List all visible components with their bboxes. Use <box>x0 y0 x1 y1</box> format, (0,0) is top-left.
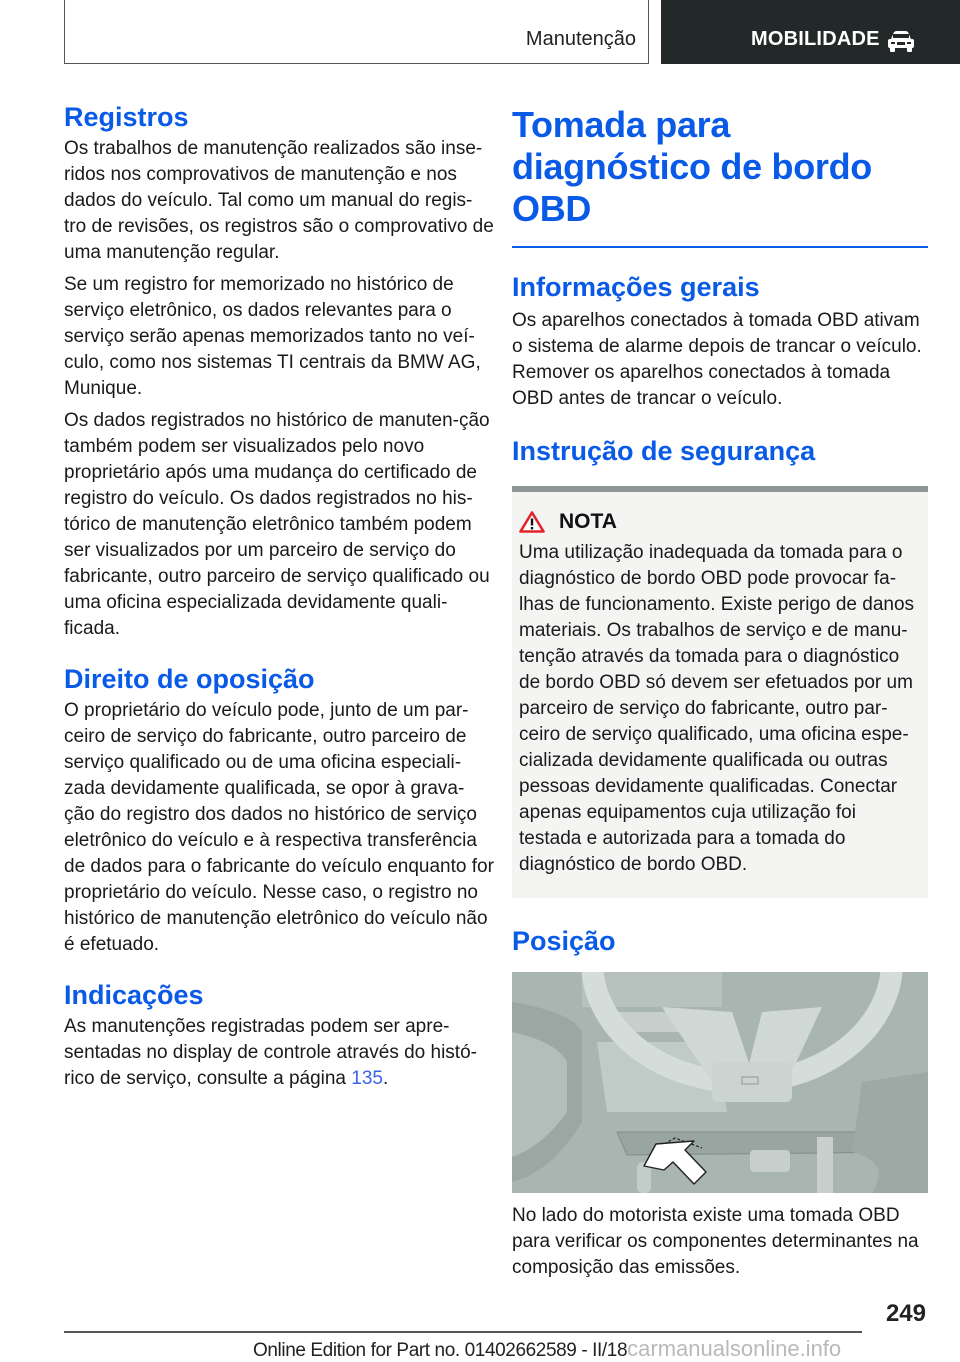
notice-header <box>519 510 922 534</box>
car-icon <box>886 30 916 52</box>
section-title: Manutenção <box>525 28 636 50</box>
watermark: carmanualsonline.info <box>627 1336 842 1361</box>
chapter-title: MOBILIDADE <box>751 28 880 50</box>
paragraph: Os trabalhos de manutenção realizados são inse-ridos nos comprovativos de manutenção e nos dados do veículo. Tal como um manual do regis-tro de revisões, os registros são o comprovativo de uma manutenção regular. <box>64 138 494 263</box>
page-reference-link[interactable]: 135 <box>351 1068 383 1089</box>
footer-edition <box>253 1336 841 1362</box>
section-direito-de-oposicao <box>64 662 494 958</box>
heading-posicao: Posição <box>512 925 616 956</box>
heading-registros: Registros <box>64 102 189 132</box>
heading-informacoes-gerais: Informações gerais <box>512 271 760 302</box>
footwell-illustration <box>512 972 928 1193</box>
warning-triangle-icon <box>519 511 545 533</box>
footer-divider <box>64 1331 862 1333</box>
section-registros <box>64 100 494 642</box>
heading-instrucao-de-seguranca: Instrução de segurança <box>512 435 816 466</box>
header-chapter-tab <box>661 0 960 64</box>
notice-label: NOTA <box>559 509 617 533</box>
section-instrucao-de-seguranca <box>512 434 928 898</box>
section-indicacoes <box>64 978 494 1092</box>
right-column <box>512 100 928 1281</box>
page-number: 249 <box>885 1300 926 1327</box>
edition-text: Online Edition for Part no. 01402662589 - II/18 <box>253 1340 628 1361</box>
paragraph: Se um registro for memorizado no histórico de serviço eletrônico, os dados relevantes para o serviço serão apenas memorizados tanto no veí-culo, como nos sistemas TI centrais da BMW AG, Munique. <box>64 274 481 399</box>
section-posicao <box>512 924 928 1281</box>
heading-indicacoes: Indicações <box>64 980 204 1010</box>
heading-divider <box>512 246 928 248</box>
paragraph <box>64 1014 494 1092</box>
paragraph: O proprietário do veículo pode, junto de um par-ceiro de serviço do fabricante, outro parceiro de serviço qualificado ou de uma oficina especiali-zada devidamente qualificada, se opor à grava-ção do registro dos dados no histórico de serviço eletrônico do veículo e à respectiva transferência de dados para o fabricante do veículo enquanto for proprietário do veículo. Nesse caso, o registro no histórico de manutenção eletrônico do veículo não é efetuado. <box>64 700 494 955</box>
heading-direito-de-oposicao: Direito de oposição <box>64 664 315 694</box>
header-section-tab <box>64 0 649 64</box>
notice-box <box>512 486 928 898</box>
paragraph: Os aparelhos conectados à tomada OBD ativam o sistema de alarme depois de trancar o veículo. Remover os aparelhos conectados à tomada OBD antes de trancar o veículo. <box>512 309 922 409</box>
figure-caption: No lado do motorista existe uma tomada OBD para verificar os componentes determinantes na composição das emissões. <box>512 1204 919 1278</box>
paragraph: Os dados registrados no histórico de manuten-ção também podem ser visualizados pelo novo proprietário após uma mudança do certificado de registro do veículo. Os dados registrados no his-tórico de manutenção eletrônico também podem ser visualizados por um parceiro de serviço do fabricante, outro parceiro de serviço qualificado ou uma oficina especializada devidamente quali-ficada. <box>64 410 490 639</box>
chapter-heading-obd: Tomada para diagnóstico de bordo OBD <box>512 104 872 229</box>
obd-location-illustration <box>512 972 928 1193</box>
paragraph-text: . <box>382 1068 389 1089</box>
left-column <box>64 100 494 1092</box>
paragraph-text: As manutenções registradas podem ser apre-sentadas no display de controle através do histó-rico de serviço, consulte a página <box>64 1016 477 1089</box>
notice-text: Uma utilização inadequada da tomada para o diagnóstico de bordo OBD pode provocar fa-lhas de funcionamento. Existe perigo de danos materiais. Os trabalhos de serviço e de manu-tenção através da tomada para o diagnóstico de bordo OBD só devem ser efetuados por um parceiro de serviço do fabricante, outro par-ceiro de serviço qualificado, uma oficina espe-cializada devidamente qualificada ou outras pessoas devidamente qualificadas. Conectar apenas equipamentos cuja utilização foi testada e autorizada para a tomada do diagnóstico de bordo OBD. <box>519 541 915 875</box>
section-informacoes-gerais <box>512 270 928 412</box>
